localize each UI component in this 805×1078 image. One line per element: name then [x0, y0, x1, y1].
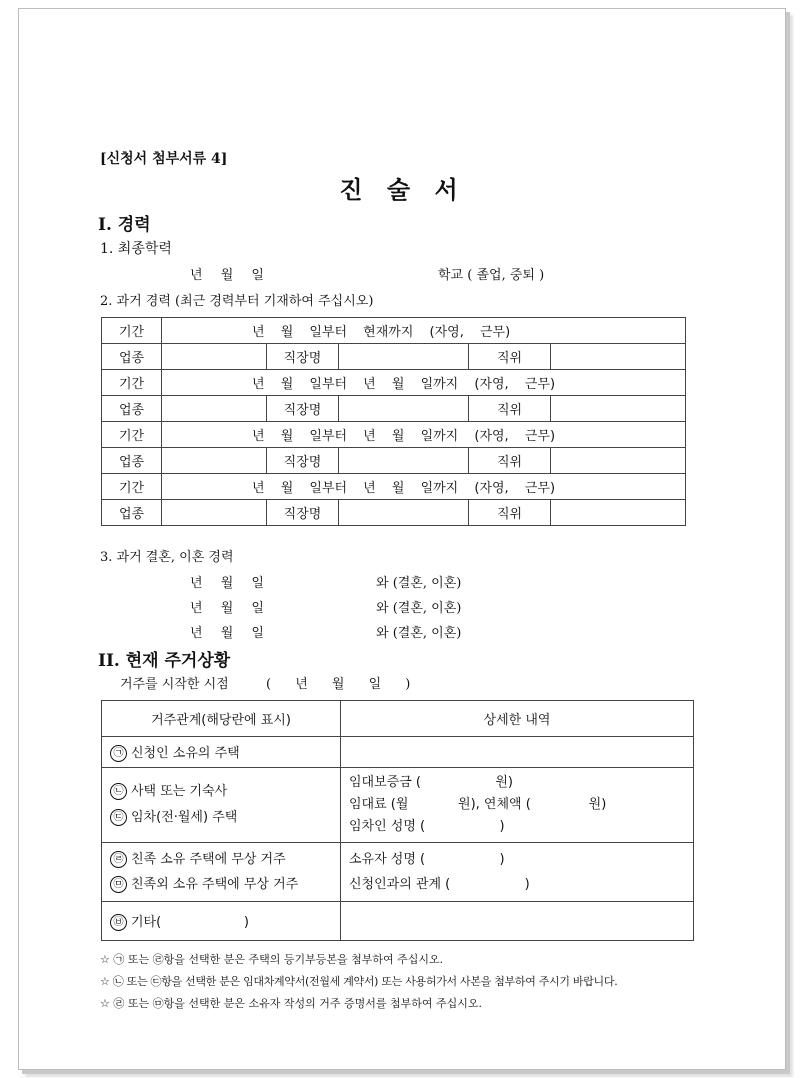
section2-heading: II. 현재 주거상황	[98, 651, 231, 671]
type-label: 업종	[102, 500, 162, 526]
option-own-house[interactable]	[102, 737, 341, 768]
option-label: 친족외 소유 주택에 무상 거주	[131, 877, 299, 892]
circle-3-icon: ㉢	[110, 809, 127, 826]
marriage-date: 년 월 일	[190, 601, 264, 616]
option-relative-house[interactable]	[110, 847, 332, 872]
option-company-housing[interactable]	[110, 779, 332, 805]
type-label: 업종	[102, 344, 162, 370]
workplace-field[interactable]	[339, 448, 469, 474]
deposit-field[interactable]: 임대보증금 ( 원)	[349, 775, 514, 790]
tenant-name-field[interactable]: 임차인 성명 ( )	[349, 819, 505, 834]
rent-field[interactable]: 임대료 (월 원), 연체액 ( 원)	[349, 797, 607, 812]
note-line: ☆ ㉡ 또는 ㉢항을 선택한 분은 임대차계약서(전월세 계약서) 또는 사용허가서 사본을 첨부하여 주시기 바랍니다.	[100, 975, 618, 988]
position-label: 직위	[469, 448, 551, 474]
workplace-label: 직장명	[267, 448, 339, 474]
residence-row	[102, 843, 694, 902]
type-label: 업종	[102, 396, 162, 422]
position-field[interactable]	[551, 448, 686, 474]
marriage-text: 와 (결혼, 이혼)	[376, 576, 462, 591]
position-field[interactable]	[551, 396, 686, 422]
marriage-text: 와 (결혼, 이혼)	[376, 601, 462, 616]
career-period-row	[102, 370, 686, 396]
circle-4-icon: ㉣	[110, 851, 127, 868]
position-field[interactable]	[551, 500, 686, 526]
note-line: ☆ ㉣ 또는 ㉤항을 선택한 분은 소유자 작성의 거주 증명서를 첨부하여 주십시오.	[100, 997, 482, 1010]
career-period-row	[102, 318, 686, 344]
workplace-field[interactable]	[339, 500, 469, 526]
option-label: 사택 또는 기숙사	[131, 784, 228, 799]
period-label: 기간	[102, 474, 162, 500]
type-field[interactable]	[162, 344, 267, 370]
residence-table	[101, 700, 694, 941]
period-text[interactable]: 년 월 일부터 현재까지 (자영, 근무)	[162, 318, 686, 344]
note-line: ☆ ㉠ 또는 ㉣항을 선택한 분은 주택의 등기부등본을 첨부하여 주십시오.	[100, 953, 444, 966]
workplace-field[interactable]	[339, 344, 469, 370]
period-text[interactable]: 년 월 일부터 년 월 일까지 (자영, 근무)	[162, 474, 686, 500]
marriage-date: 년 월 일	[190, 576, 264, 591]
circle-5-icon: ㉤	[110, 876, 127, 893]
career-detail-row	[102, 448, 686, 474]
period-text[interactable]: 년 월 일부터 년 월 일까지 (자영, 근무)	[162, 422, 686, 448]
career-detail-row	[102, 344, 686, 370]
period-label: 기간	[102, 422, 162, 448]
type-field[interactable]	[162, 448, 267, 474]
period-text[interactable]: 년 월 일부터 년 월 일까지 (자영, 근무)	[162, 370, 686, 396]
residence-start-label: 거주를 시작한 시점	[120, 677, 229, 692]
option-label: 신청인 소유의 주택	[131, 746, 240, 761]
residence-header-row	[102, 701, 694, 737]
career-period-row	[102, 422, 686, 448]
position-label: 직위	[469, 344, 551, 370]
marriage-label: 3. 과거 결혼, 이혼 경력	[100, 550, 234, 565]
marriage-text: 와 (결혼, 이혼)	[376, 626, 462, 641]
circle-1-icon: ㉠	[110, 745, 127, 762]
section1-heading: I. 경력	[98, 215, 151, 235]
workplace-label: 직장명	[267, 500, 339, 526]
period-label: 기간	[102, 318, 162, 344]
detail-column-header: 상세한 내역	[341, 701, 694, 737]
education-date: 년 월 일	[190, 268, 264, 283]
marriage-date: 년 월 일	[190, 626, 264, 641]
position-label: 직위	[469, 396, 551, 422]
position-field[interactable]	[551, 344, 686, 370]
option-other[interactable]	[102, 902, 341, 941]
workplace-label: 직장명	[267, 396, 339, 422]
circle-2-icon: ㉡	[110, 783, 127, 800]
education-label: 1. 최종학력	[100, 241, 172, 257]
workplace-label: 직장명	[267, 344, 339, 370]
career-detail-row	[102, 500, 686, 526]
option-nonrelative-house[interactable]	[110, 872, 332, 897]
option-label: 기타( )	[131, 915, 249, 930]
option-label: 임차(전·월세) 주택	[131, 810, 238, 825]
career-period-row	[102, 474, 686, 500]
option-rental[interactable]	[110, 805, 332, 831]
period-label: 기간	[102, 370, 162, 396]
career-table	[101, 317, 686, 526]
document-title: 진 술 서	[339, 175, 466, 204]
type-label: 업종	[102, 448, 162, 474]
residence-row	[102, 737, 694, 768]
detail-field[interactable]	[341, 902, 694, 941]
detail-field[interactable]	[341, 737, 694, 768]
education-school: 학교 ( 졸업, 중퇴 )	[438, 268, 545, 283]
relation-field[interactable]: 신청인과의 관계 ( )	[349, 877, 530, 892]
workplace-field[interactable]	[339, 396, 469, 422]
career-detail-row	[102, 396, 686, 422]
career-label: 2. 과거 경력 (최근 경력부터 기재하여 주십시오)	[100, 294, 374, 309]
residence-row	[102, 902, 694, 941]
residence-start-value: ( 년 월 일 )	[266, 677, 411, 692]
circle-6-icon: ㉥	[110, 914, 127, 931]
relation-column-header: 거주관계(해당란에 표시)	[102, 701, 341, 737]
header-tag: [신청서 첨부서류 4]	[100, 151, 228, 167]
position-label: 직위	[469, 500, 551, 526]
owner-name-field[interactable]: 소유자 성명 ( )	[349, 852, 505, 867]
residence-row	[102, 768, 694, 843]
type-field[interactable]	[162, 500, 267, 526]
type-field[interactable]	[162, 396, 267, 422]
option-label: 친족 소유 주택에 무상 거주	[131, 852, 286, 867]
